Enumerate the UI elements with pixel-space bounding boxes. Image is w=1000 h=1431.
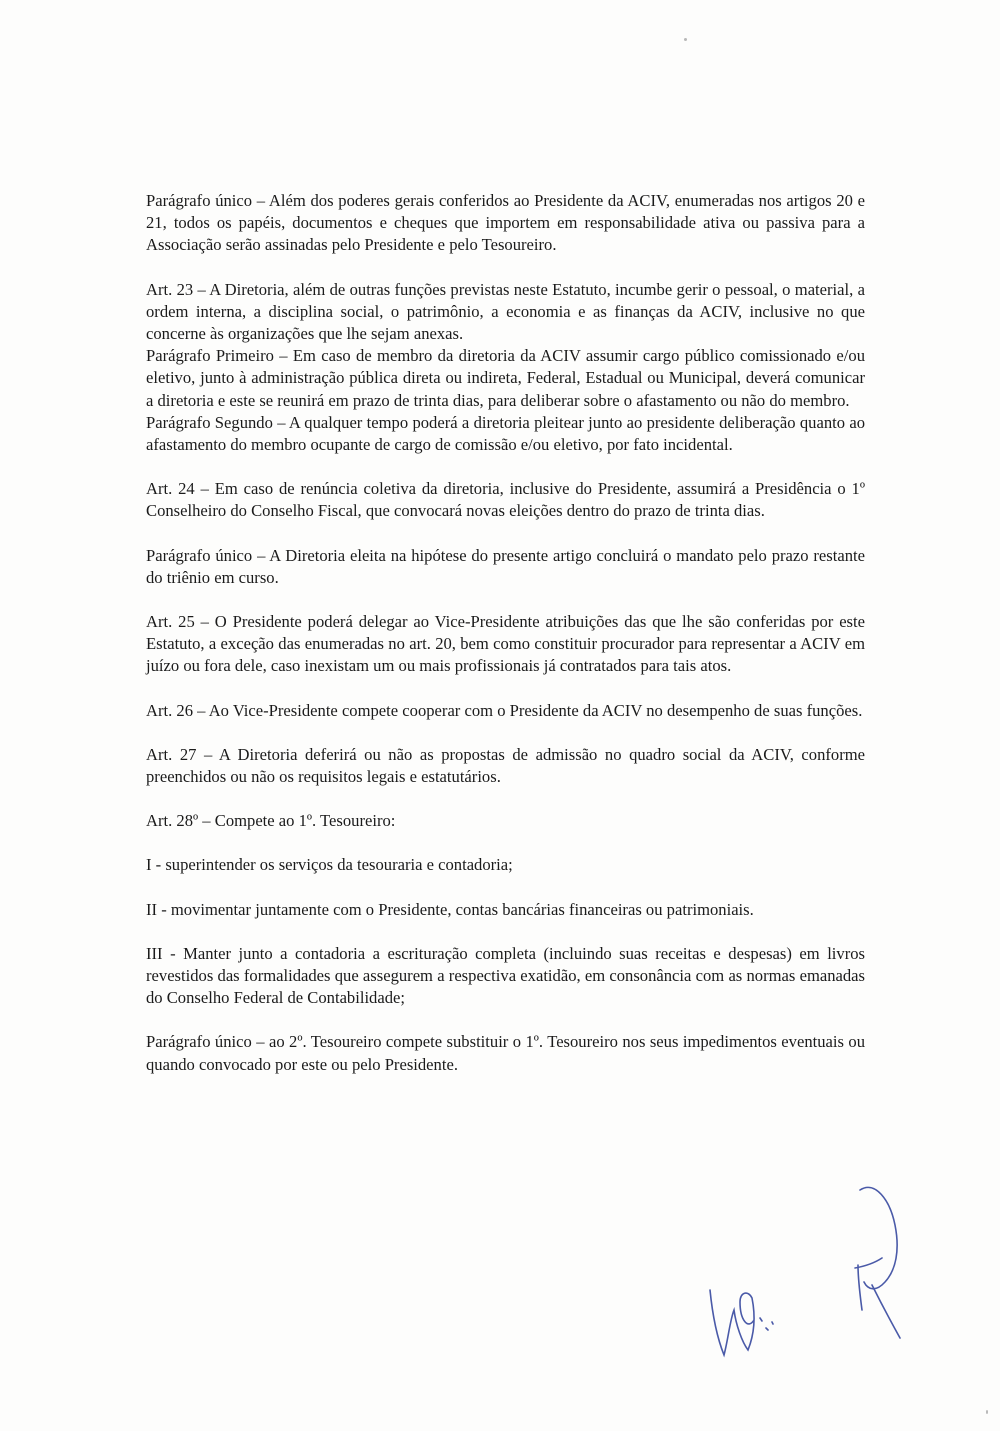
scan-speck xyxy=(684,38,687,41)
signature-initials-left xyxy=(710,1290,754,1355)
art-28-item-ii: II - movimentar juntamente com o Presidente, contas bancárias financeiras ou patrimoniais. xyxy=(146,899,754,919)
document-body xyxy=(146,190,865,1076)
art-28-item-i: I - superintender os serviços da tesouraria e contadoria; xyxy=(146,855,513,875)
scan-speck xyxy=(986,1410,988,1414)
art-28-item-iii: III - Manter junto a contadoria a escrituração completa (incluindo suas receitas e despesas) em livros revestidos das formalidades que assegurem a respectiva exatidão, em consonância com as normas emanadas do Conselho Federal de Contabilidade; xyxy=(146,943,865,1008)
art-23: Art. 23 – A Diretoria, além de outras funções previstas neste Estatuto, incumbe gerir o pessoal, o material, a ordem interna, a disciplina social, o patrimônio, a economia e as finanças da ACIV, inclusive no que concerne às organizações que lhe sejam anexas. xyxy=(146,279,865,344)
handwritten-signatures xyxy=(690,1170,930,1370)
art-24: Art. 24 – Em caso de renúncia coletiva da diretoria, inclusive do Presidente, assumirá a Presidência o 1º Conselheiro do Conselho Fiscal, que convocará novas eleições dentro do prazo de trinta dias. xyxy=(146,479,865,521)
art-26: Art. 26 – Ao Vice-Presidente compete cooperar com o Presidente da ACIV no desempenho de suas funções. xyxy=(146,700,863,720)
art-23-paragrafo-primeiro: Parágrafo Primeiro – Em caso de membro da diretoria da ACIV assumir cargo público comissionado e/ou eletivo, junto à administração pública direta ou indireta, Federal, Estadual ou Municipal, deverá comunicar a diretoria e este se reunirá em prazo de trinta dias, para deliberar sobre o afastamento ou não do membro. xyxy=(146,346,865,410)
art-24-paragrafo-unico: Parágrafo único – A Diretoria eleita na hipótese do presente artigo concluirá o mandato pelo prazo restante do triênio em curso. xyxy=(146,545,865,587)
art-28: Art. 28º – Compete ao 1º. Tesoureiro: xyxy=(146,811,396,831)
art-27: Art. 27 – A Diretoria deferirá ou não as propostas de admissão no quadro social da ACIV, conforme preenchidos ou não os requisitos legais e estatutários. xyxy=(146,744,865,787)
signature-right xyxy=(855,1187,900,1338)
paragraph-unico-art22: Parágrafo único – Além dos poderes gerais conferidos ao Presidente da ACIV, enumeradas nos artigos 20 e 21, todos os papéis, documentos e cheques que importem em responsabilidade ativa ou passiva para a Associação serão assinadas pelo Presidente e pelo Tesoureiro. xyxy=(146,191,865,255)
art-23-paragrafo-segundo: Parágrafo Segundo – A qualquer tempo poderá a diretoria pleitear junto ao presidente deliberação quanto ao afastamento do membro ocupante de cargo de comissão e/ou eletivo, por fato incidental. xyxy=(146,412,865,455)
art-28-paragrafo-unico: Parágrafo único – ao 2º. Tesoureiro compete substituir o 1º. Tesoureiro nos seus impedimentos eventuais ou quando convocado por este ou pelo Presidente. xyxy=(146,1032,865,1074)
art-25: Art. 25 – O Presidente poderá delegar ao Vice-Presidente atribuições das que lhe são conferidas por este Estatuto, a exceção das enumeradas no art. 20, bem como constituir procurador para representar a ACIV em juízo ou fora dele, caso inexistam um ou mais profissionais já contratados para tais atos. xyxy=(146,612,865,676)
signature-area xyxy=(690,1170,930,1370)
